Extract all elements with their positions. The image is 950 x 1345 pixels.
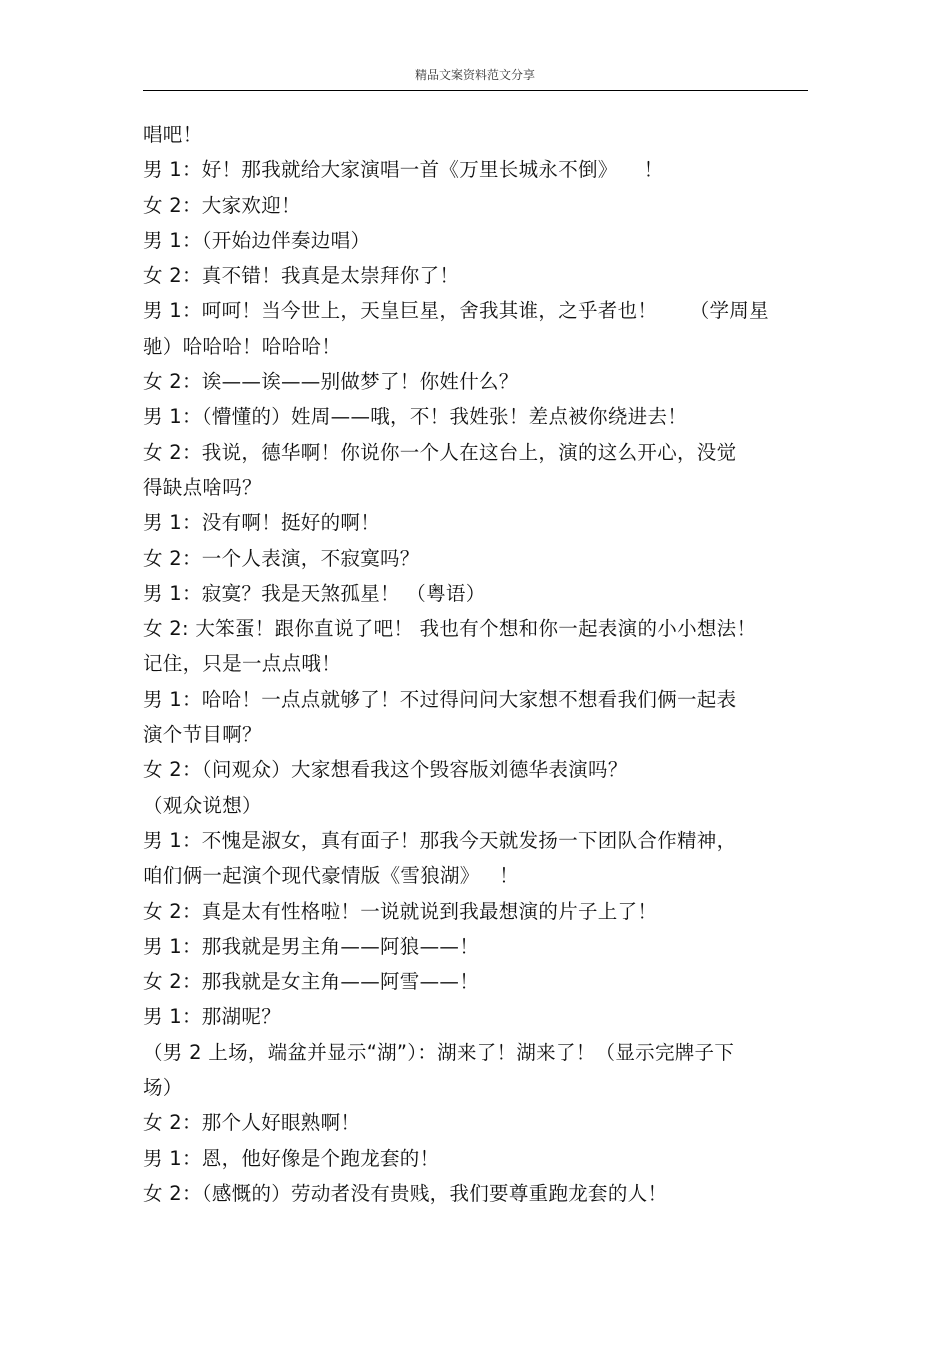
script-line: 男 1：哈哈！一点点就够了！不过得问问大家想不想看我们俩一起表 xyxy=(143,687,737,711)
script-line: 女 2：诶——诶——别做梦了！你姓什么？ xyxy=(143,370,519,394)
script-line: 男 1：（开始边伴奏边唱） xyxy=(143,228,371,252)
script-line: 记住，只是一点点哦！ xyxy=(143,652,342,676)
script-line: 男 1：好！那我就给大家演唱一首《万里长城永不倒》 ！ xyxy=(143,158,664,182)
script-line: 男 1：（懵懂的）姓周——哦，不！我姓张！差点被你绕进去！ xyxy=(143,405,688,429)
script-line: （男 2 上场，端盆并显示“湖”）：湖来了！湖来了！（显示完牌子下 xyxy=(143,1040,735,1064)
script-line: 女 2：真是太有性格啦！一说就说到我最想演的片子上了！ xyxy=(143,899,658,923)
script-line: 男 1：寂寞？我是天煞孤星！ （粤语） xyxy=(143,581,486,605)
script-line: 男 1：那我就是男主角——阿狼——！ xyxy=(143,934,480,958)
script-line: 女 2：那我就是女主角——阿雪——！ xyxy=(143,970,480,994)
page-header: 精品文案资料范文分享 xyxy=(414,68,535,82)
script-line: 演个节目啊？ xyxy=(143,723,262,747)
script-line: 唱吧！ xyxy=(143,123,203,146)
script-line: 女 2：一个人表演，不寂寞吗？ xyxy=(143,546,420,570)
script-line: 得缺点啥吗？ xyxy=(143,475,262,499)
script-line: 咱们俩一起演个现代豪情版《雪狼湖》 ！ xyxy=(143,864,519,888)
script-line: 女 2：真不错！我真是太崇拜你了！ xyxy=(143,264,460,288)
script-line: 男 1：不愧是淑女，真有面子！那我今天就发扬一下团队合作精神， xyxy=(143,828,737,852)
header-divider xyxy=(143,90,808,91)
script-line: 男 1：没有啊！挺好的啊！ xyxy=(143,511,381,535)
script-body xyxy=(143,117,808,1211)
script-line: 女 2：大家欢迎！ xyxy=(143,193,301,217)
script-line: 女 2：（感慨的）劳动者没有贵贱，我们要尊重跑龙套的人！ xyxy=(143,1181,668,1205)
script-line: 女 2：那个人好眼熟啊！ xyxy=(143,1111,361,1135)
script-line: 驰）哈哈哈！哈哈哈！ xyxy=(143,334,342,358)
script-line: 女 2: 大笨蛋！跟你直说了吧！ 我也有个想和你一起表演的小小想法！ xyxy=(143,617,757,641)
script-line: （观众说想） xyxy=(143,793,262,817)
script-line: 男 1：那湖呢？ xyxy=(143,1005,282,1029)
script-line: 女 2：（问观众）大家想看我这个毁容版刘德华表演吗？ xyxy=(143,758,628,782)
script-line: 女 2：我说，德华啊！你说你一个人在这台上，演的这么开心，没觉 xyxy=(143,440,737,464)
script-line: 场） xyxy=(143,1076,183,1100)
script-line: 男 1：呵呵！当今世上，天皇巨星，舍我其谁，之乎者也！ （学周星 xyxy=(143,299,769,323)
script-line: 男 1：恩，他好像是个跑龙套的！ xyxy=(143,1146,440,1170)
